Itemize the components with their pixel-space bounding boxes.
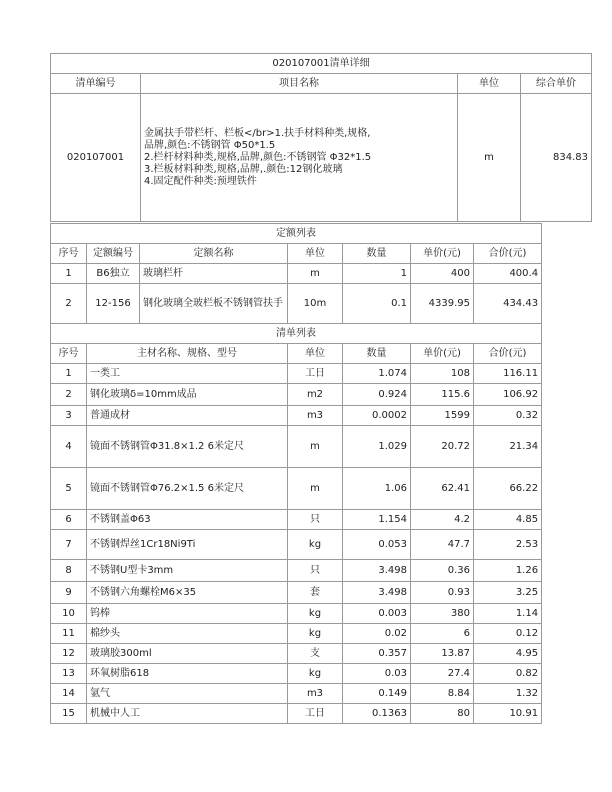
material-qty: 0.02 (343, 624, 411, 644)
material-no: 3 (51, 406, 87, 426)
item-name-line: 品牌,颜色:不锈钢管 Φ50*1.5 (144, 139, 276, 151)
materials-header-name: 主材名称、规格、型号 (87, 344, 288, 364)
material-no: 15 (51, 704, 87, 724)
material-price: 47.7 (411, 530, 474, 560)
header-unit: 单位 (458, 74, 521, 94)
bill-title: 020107001清单详细 (51, 54, 592, 74)
materials-header-total: 合价(元) (474, 344, 542, 364)
material-name: 玻璃胶300ml (87, 644, 288, 664)
material-unit: kg (288, 530, 343, 560)
material-qty: 0.149 (343, 684, 411, 704)
quota-title: 定额列表 (51, 224, 542, 244)
material-total: 0.12 (474, 624, 542, 644)
material-no: 10 (51, 604, 87, 624)
material-qty: 0.03 (343, 664, 411, 684)
material-qty: 1.029 (343, 426, 411, 468)
material-name: 机械中人工 (87, 704, 288, 724)
item-name-line: 金属扶手带栏杆、栏板</br>1.扶手材料种类,规格, (144, 127, 371, 139)
header-price: 综合单价 (521, 74, 592, 94)
material-qty: 1.154 (343, 510, 411, 530)
quota-row (51, 264, 542, 284)
material-row (51, 704, 542, 724)
material-no: 8 (51, 560, 87, 582)
material-price: 380 (411, 604, 474, 624)
material-unit: kg (288, 664, 343, 684)
material-unit: kg (288, 624, 343, 644)
materials-header-no: 序号 (51, 344, 87, 364)
material-name: 不锈钢盖Φ63 (87, 510, 288, 530)
material-no: 12 (51, 644, 87, 664)
material-no: 9 (51, 582, 87, 604)
material-name: 钨棒 (87, 604, 288, 624)
material-total: 1.14 (474, 604, 542, 624)
quota-unit: m (288, 264, 343, 284)
material-name: 不锈钢焊丝1Cr18Ni9Ti (87, 530, 288, 560)
material-total: 0.32 (474, 406, 542, 426)
material-row (51, 364, 542, 384)
material-total: 4.95 (474, 644, 542, 664)
material-no: 14 (51, 684, 87, 704)
material-price: 27.4 (411, 664, 474, 684)
quota-header-price: 单价(元) (411, 244, 474, 264)
quota-no: 1 (51, 264, 87, 284)
material-row (51, 664, 542, 684)
material-unit: kg (288, 604, 343, 624)
material-total: 1.32 (474, 684, 542, 704)
quota-code: B6独立 (87, 264, 140, 284)
material-total: 10.91 (474, 704, 542, 724)
material-row (51, 560, 542, 582)
material-unit: m2 (288, 384, 343, 406)
quota-price: 4339.95 (411, 284, 474, 324)
material-qty: 0.357 (343, 644, 411, 664)
material-total: 66.22 (474, 468, 542, 510)
material-price: 1599 (411, 406, 474, 426)
material-price: 0.36 (411, 560, 474, 582)
material-total: 116.11 (474, 364, 542, 384)
material-name: 不锈钢U型卡3mm (87, 560, 288, 582)
material-total: 106.92 (474, 384, 542, 406)
item-code: 020107001 (51, 94, 141, 222)
material-qty: 3.498 (343, 560, 411, 582)
quota-row (51, 284, 542, 324)
material-row (51, 510, 542, 530)
material-row (51, 406, 542, 426)
material-row (51, 684, 542, 704)
material-unit: m3 (288, 684, 343, 704)
quota-name: 钢化玻璃全玻栏板不锈钢管扶手 (140, 284, 288, 324)
material-price: 115.6 (411, 384, 474, 406)
material-total: 0.82 (474, 664, 542, 684)
material-price: 4.2 (411, 510, 474, 530)
quota-header-total: 合价(元) (474, 244, 542, 264)
quota-header-unit: 单位 (288, 244, 343, 264)
material-row (51, 468, 542, 510)
material-unit: 工日 (288, 364, 343, 384)
header-code: 清单编号 (51, 74, 141, 94)
material-name: 普通成材 (87, 406, 288, 426)
quota-header-name: 定额名称 (140, 244, 288, 264)
material-unit: 支 (288, 644, 343, 664)
material-price: 8.84 (411, 684, 474, 704)
material-name: 氩气 (87, 684, 288, 704)
quota-total: 400.4 (474, 264, 542, 284)
quota-qty: 1 (343, 264, 411, 284)
material-name: 钢化玻璃δ=10mm成品 (87, 384, 288, 406)
quota-qty: 0.1 (343, 284, 411, 324)
material-unit: 只 (288, 510, 343, 530)
material-total: 2.53 (474, 530, 542, 560)
item-name-line: 2.栏杆材料种类,规格,品牌,颜色:不锈钢管 Φ32*1.5 (144, 151, 372, 163)
material-name: 不锈钢六角螺栓M6×35 (87, 582, 288, 604)
material-no: 7 (51, 530, 87, 560)
material-unit: 工日 (288, 704, 343, 724)
item-name-line: 4.固定配件种类:预埋铁件 (144, 175, 257, 187)
material-qty: 0.003 (343, 604, 411, 624)
material-total: 4.85 (474, 510, 542, 530)
materials-header-price: 单价(元) (411, 344, 474, 364)
header-name: 项目名称 (141, 74, 458, 94)
material-qty: 0.0002 (343, 406, 411, 426)
material-price: 6 (411, 624, 474, 644)
item-name (141, 94, 458, 222)
material-row (51, 384, 542, 406)
quota-code: 12-156 (87, 284, 140, 324)
material-name: 棉纱头 (87, 624, 288, 644)
material-total: 3.25 (474, 582, 542, 604)
material-row (51, 604, 542, 624)
quota-header-qty: 数量 (343, 244, 411, 264)
quota-header-row (51, 244, 542, 264)
material-name: 一类工 (87, 364, 288, 384)
material-name: 镜面不锈钢管Φ31.8×1.2 6米定尺 (87, 426, 288, 468)
material-qty: 0.924 (343, 384, 411, 406)
material-no: 1 (51, 364, 87, 384)
materials-header-qty: 数量 (343, 344, 411, 364)
detail-table (50, 223, 542, 724)
quota-header-no: 序号 (51, 244, 87, 264)
material-total: 1.26 (474, 560, 542, 582)
material-unit: m (288, 468, 343, 510)
material-qty: 1.074 (343, 364, 411, 384)
material-unit: m (288, 426, 343, 468)
material-row (51, 582, 542, 604)
material-unit: 只 (288, 560, 343, 582)
material-qty: 3.498 (343, 582, 411, 604)
material-no: 2 (51, 384, 87, 406)
materials-header-row (51, 344, 542, 364)
quota-price: 400 (411, 264, 474, 284)
material-total: 21.34 (474, 426, 542, 468)
material-price: 13.87 (411, 644, 474, 664)
quota-total: 434.43 (474, 284, 542, 324)
material-row (51, 530, 542, 560)
materials-title-row (51, 324, 542, 344)
material-price: 20.72 (411, 426, 474, 468)
quota-no: 2 (51, 284, 87, 324)
quota-title-row (51, 224, 542, 244)
material-row (51, 644, 542, 664)
material-price: 108 (411, 364, 474, 384)
quota-header-code: 定额编号 (87, 244, 140, 264)
material-unit: 套 (288, 582, 343, 604)
material-no: 6 (51, 510, 87, 530)
material-no: 4 (51, 426, 87, 468)
material-no: 5 (51, 468, 87, 510)
item-price: 834.83 (521, 94, 592, 222)
material-price: 80 (411, 704, 474, 724)
materials-title: 清单列表 (51, 324, 542, 344)
bill-summary-table (50, 53, 592, 222)
material-price: 62.41 (411, 468, 474, 510)
item-name-line: 3.栏板材料种类,规格,品牌,.颜色:12钢化玻璃 (144, 163, 343, 175)
material-no: 11 (51, 624, 87, 644)
quota-name: 玻璃栏杆 (140, 264, 288, 284)
material-qty: 0.053 (343, 530, 411, 560)
material-qty: 1.06 (343, 468, 411, 510)
material-row (51, 624, 542, 644)
material-qty: 0.1363 (343, 704, 411, 724)
material-row (51, 426, 542, 468)
item-unit: m (458, 94, 521, 222)
material-name: 镜面不锈钢管Φ76.2×1.5 6米定尺 (87, 468, 288, 510)
material-price: 0.93 (411, 582, 474, 604)
material-unit: m3 (288, 406, 343, 426)
quota-unit: 10m (288, 284, 343, 324)
materials-header-unit: 单位 (288, 344, 343, 364)
material-name: 环氧树脂618 (87, 664, 288, 684)
material-no: 13 (51, 664, 87, 684)
